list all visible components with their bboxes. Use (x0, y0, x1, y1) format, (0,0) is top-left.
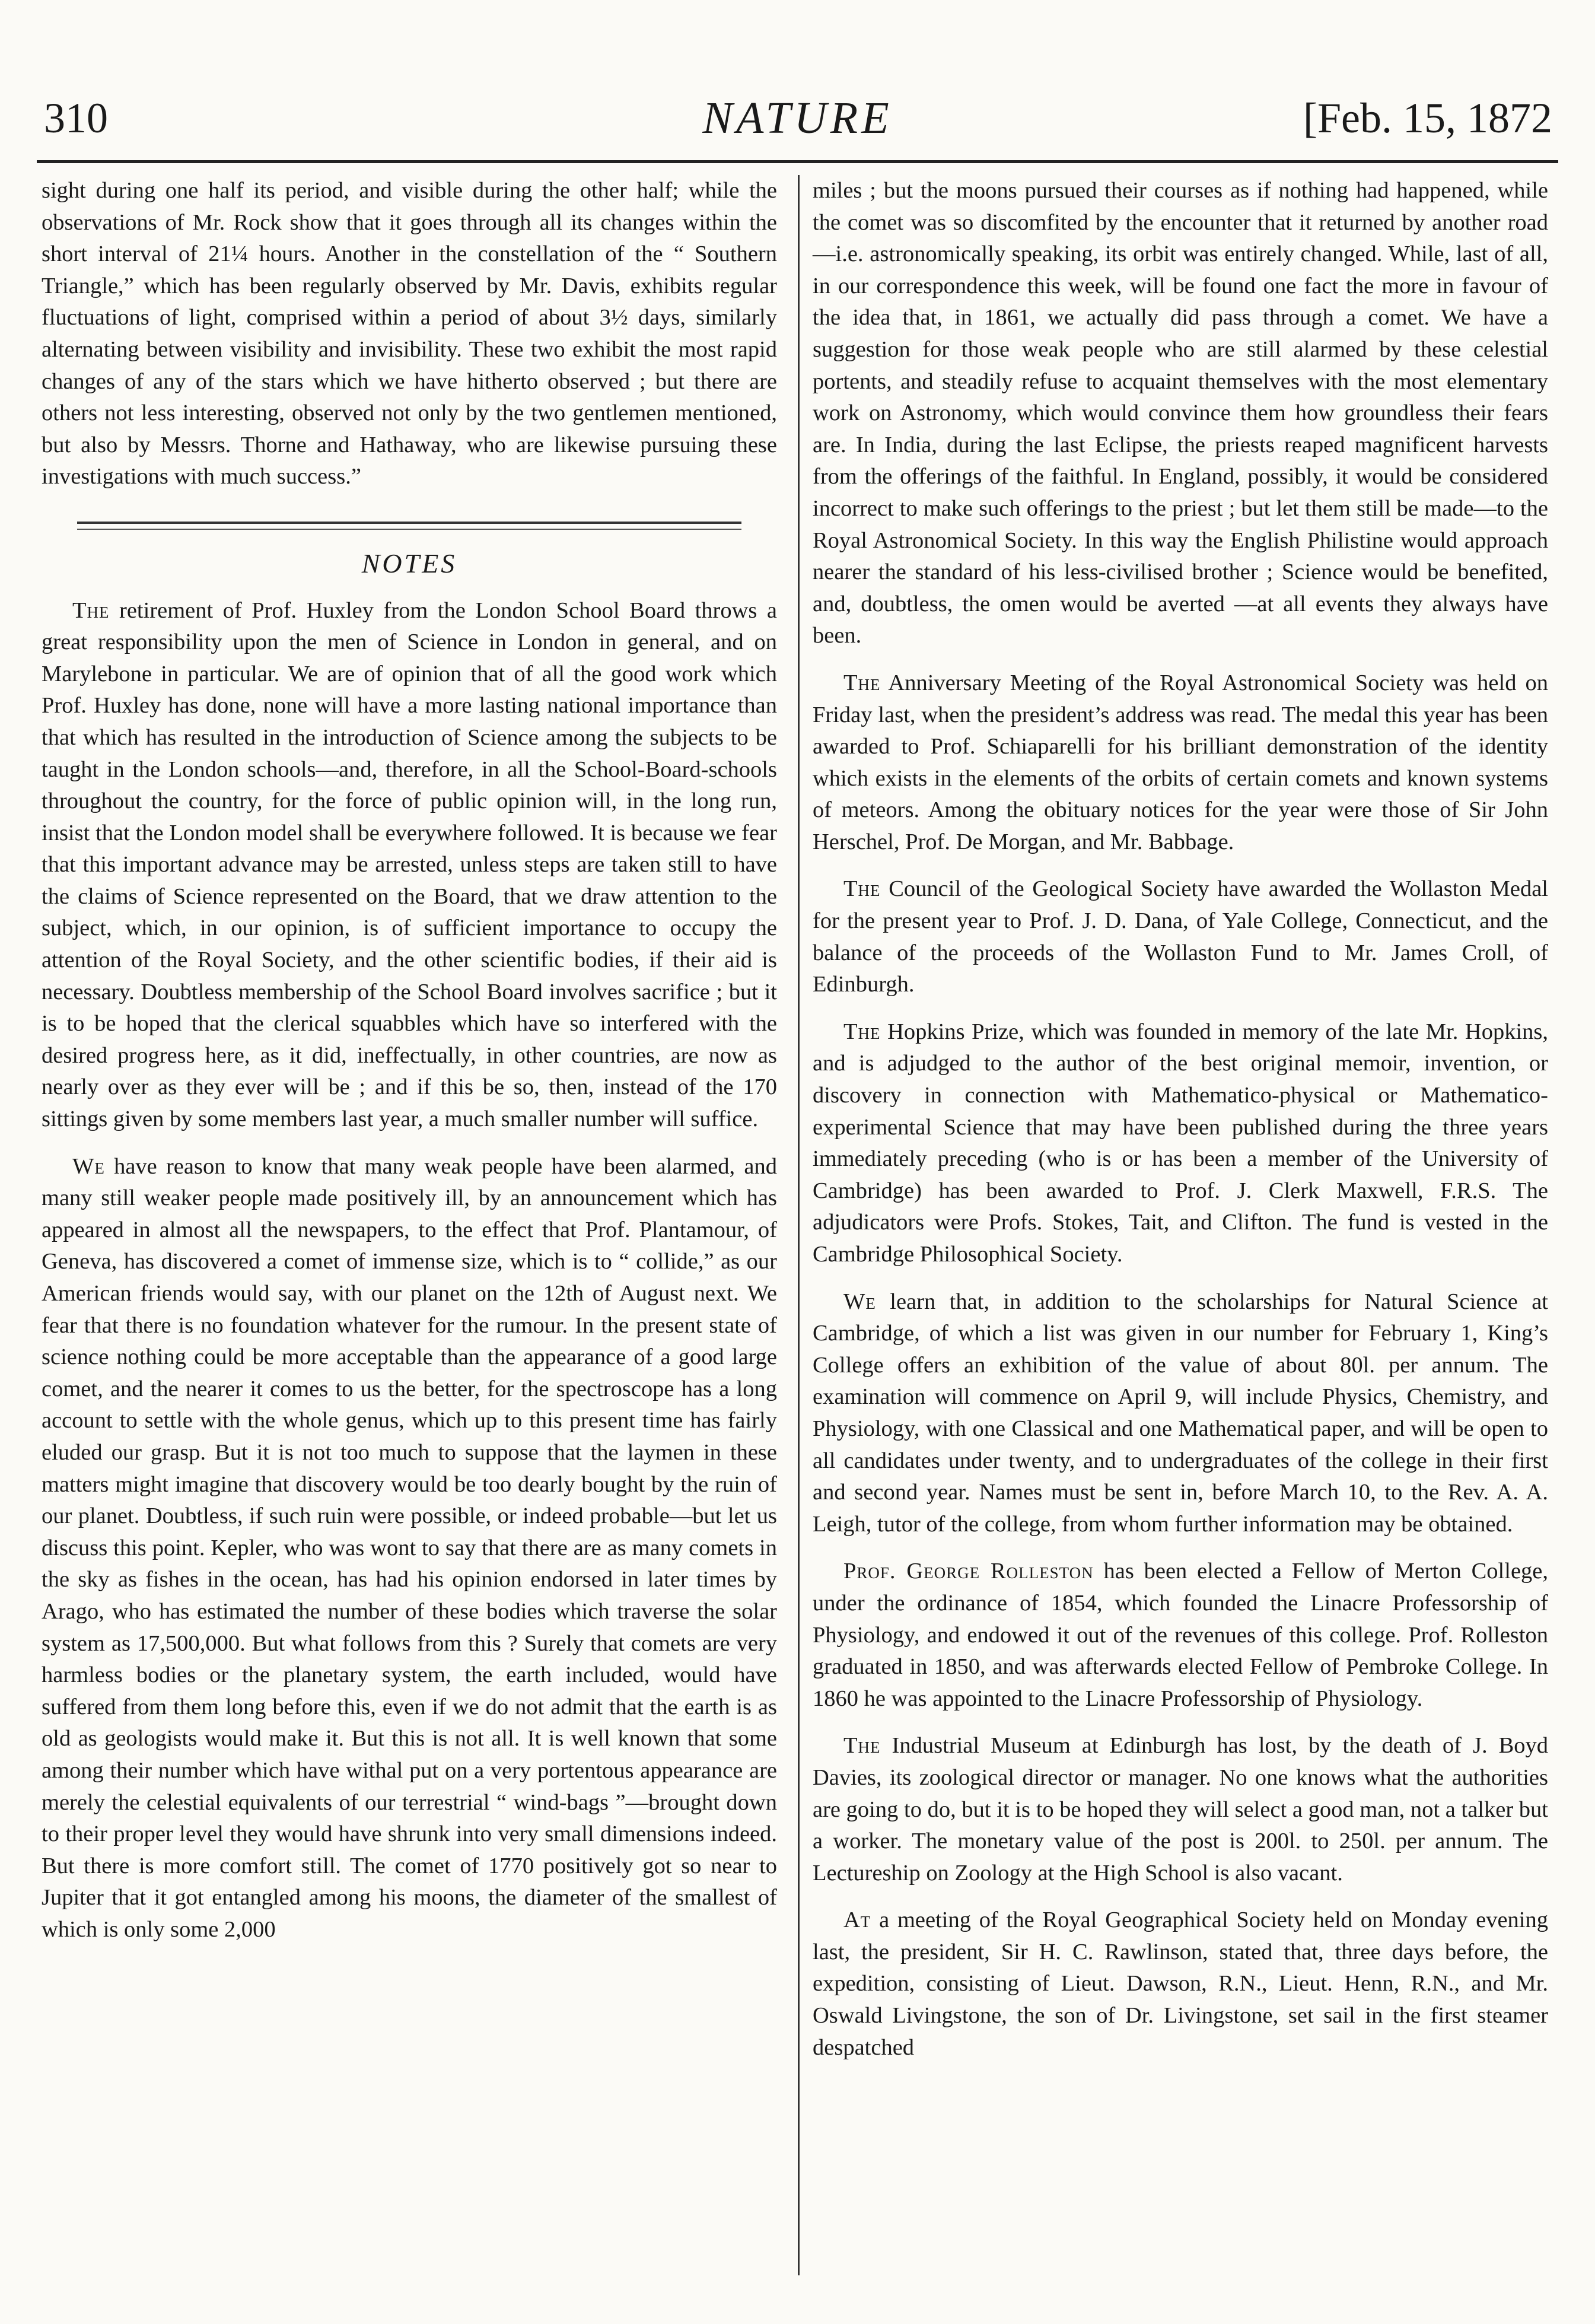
lead-word: The (843, 1733, 881, 1759)
notes-heading: NOTES (361, 548, 457, 578)
continued-paragraph: sight during one half its period, and visible during the other half; while the observations of Mr. Rock show that it goes through all its changes within the short interval of 21¼ hours. Another in the constellation of the “ Southern Triangle,” which has been regularly observed by Mr. Davis, exhibits regular fluctuations of light, comprised within a period of about 3½ days, similarly alternating between visibility and invisibility. These two exhibit the most rapid changes of any of the stars which we have hitherto observed ; but there are others not less interesting, observed not only by the two gentlemen mentioned, but also by Messrs. Thorne and Hathaway, who are likewise pursuing these investigations with much success.” (42, 178, 777, 489)
notes-paragraph-kings-college (813, 1286, 1548, 1541)
lead-word: We (72, 1153, 105, 1179)
right-column (813, 175, 1548, 2064)
continued-paragraph: miles ; but the moons pursued their courses as if nothing had happened, while the comet was so discomfited by the encounter that it returned by another road—i.e. astronomically speaking, its orbit was entirely changed. While, last of all, in our correspondence this week, will be found one fact the more in favour of the idea that, in 1861, we actually did pass through a comet. We have a suggestion for those weak people who are still alarmed by these celestial portents, and steadily refuse to acquaint themselves with the most elementary work on Astronomy, which would convince them how groundless their fears are. In India, during the last Eclipse, the priests reaped magnificent harvests from the offerings of the faithful. In England, possibly, it would be considered incorrect to make such offerings to the priest ; but let them still be made—to the Royal Astronomical Society. In this way the English Philistine would approach nearer the standard of his less-civilised brother ; Science would be benefited, and, doubtless, the omen would be averted —at all events they always have been. (813, 178, 1548, 648)
paragraph-text: Council of the Geological Society have awarded the Wollaston Medal for the present year to Prof. J. D. Dana, of Yale College, Connecticut, and the balance of the proceeds of the Wollaston Fund to Mr. James Croll, of Edinburgh. (813, 876, 1548, 997)
notes-paragraph-geographical (813, 1905, 1548, 2064)
paragraph-text: has been elected a Fellow of Merton College, under the ordinance of 1854, which founded the Linacre Professorship of Physiology, and endowed it out of the revenues of this college. Prof. Rolleston graduated in 1850, and was afterwards elected Fellow of Pembroke College. In 1860 he was appointed to the Linacre Professorship of Physiology. (813, 1559, 1549, 1711)
paragraph-text: retirement of Prof. Huxley from the London School Board throws a great responsibility upon the men of Science in London in general, and on Marylebone in particular. We are of opinion that of all the good work which Prof. Huxley has done, none will have a more lasting national importance than that which has resulted in the introduction of Science among the subjects to be taught in the London schools—and, therefore, in all the School-Board-schools throughout the country, for the force of public opinion will, in the long run, insist that the London model shall be everywhere followed. It is because we fear that this important advance may be arrested, unless steps are taken still to have the claims of Science represented on the Board, that we draw attention to the subject, which, in our opinion, is of sufficient importance to occupy the attention of the Royal Society, and the other scientific bodies, if their aid is necessary. Doubtless membership of the School Board involves sacrifice ; but it is to be hoped that the clerical squabbles which have so interfered with the desired progress here, as it did, ineffectually, in other countries, are now as nearly over as they ever will be ; and if this be so, then, instead of the 170 sittings given by some members last year, a much smaller number will suffice. (42, 597, 777, 1132)
journal-title: NATURE (702, 93, 893, 143)
paragraph-text: Anniversary Meeting of the Royal Astronomical Society was held on Friday last, when the president’s address was read. The medal this year has been awarded to Prof. Schiaparelli for his brilliant demonstration of the identity which exists in the elements of the orbits of certain comets and known systems of meteors. Among the obituary notices for the year were those of Sir John Herschel, Prof. De Morgan, and Mr. Babbage. (813, 670, 1548, 854)
lead-word: The (843, 670, 881, 695)
lead-word: Prof. George Rolleston (843, 1559, 1094, 1584)
paragraph-text: have reason to know that many weak people have been alarmed, and many still weaker people made positively ill, by an announcement which has appeared in almost all the newspapers, to the effect that Prof. Plantamour, of Geneva, has discovered a comet of immense size, which is to “ collide,” as our American friends would say, with our planet on the 12th of August next. We fear that there is no foundation whatever for the rumour. In the present state of science nothing could be more acceptable than the appearance of a good large comet, and the nearer it comes to us the better, for the spectroscope has a long account to settle with the whole genus, which up to this present time has fairly eluded our grasp. But it is not too much to suppose that the laymen in these matters might imagine that discovery would be too dearly bought by the ruin of our planet. Doubtless, if such ruin were possible, or indeed probable—but let us discuss this point. Kepler, who was wont to say that there are as many comets in the sky as fishes in the ocean, has had his opinion endorsed in later times by Arago, who has estimated the number of these bodies which traverse the solar system as 17,500,000. But what follows from this ? Surely that comets are very harmless bodies or the planetary system, the earth included, would have suffered from them long before this, even if we do not admit that the earth is as old as geologists would make it. But this is not all. It is well known that some among their number which have withal put on a very portentous appearance are merely the celestial equivalents of our terrestrial “ wind-bags ”—brought down to their proper level they would have shrunk into very small dimensions indeed. But there is more comfort still. The comet of 1770 positively got so near to Jupiter that it got entangled among his moons, the diameter of the smallest of which is only some 2,000 (42, 1153, 777, 1942)
notes-paragraph-museum (813, 1730, 1548, 1889)
paragraph-text: learn that, in addition to the scholarships for Natural Science at Cambridge, of which a list was given in our number for February 1, King’s College offers an exhibition of the value of about 80l. per annum. The examination will commence on April 9, will include Physics, Chemistry, and Physiology, with one Classical and one Mathematical paper, and will be open to all candidates under twenty, and to undergraduates of the college in their first and second year. Names must be sent in, before March 10, to the Rev. A. A. Leigh, tutor of the college, from whom further information may be obtained. (813, 1289, 1548, 1537)
lead-word: The (843, 876, 881, 902)
notes-paragraph-huxley (42, 595, 777, 1136)
page-header (37, 89, 1558, 163)
notes-paragraph-hopkins (813, 1016, 1548, 1271)
notes-paragraph-rolleston (813, 1556, 1548, 1715)
paragraph-text: Industrial Museum at Edinburgh has lost, by the death of J. Boyd Davies, its zoological director or manager. No one knows what the authorities are going to do, but it is to be hoped they will select a good man, not a talker but a worker. The monetary value of the post is 200l. to 250l. per annum. The Lectureship on Zoology at the High School is also vacant. (813, 1733, 1548, 1886)
notes-paragraph-ras-meeting (813, 667, 1548, 859)
lead-word: The (72, 597, 110, 623)
lead-word: The (843, 1019, 881, 1044)
page-number: 310 (44, 94, 108, 142)
paragraph-text: a meeting of the Royal Geographical Society held on Monday evening last, the president, Sir H. C. Rawlinson, stated that, three days before, the expedition, consisting of Lieut. Dawson, R.N., Lieut. Henn, R.N., and Mr. Oswald Livingstone, the son of Dr. Livingstone, set sail in the first steamer despatched (813, 1907, 1548, 2060)
issue-date: [Feb. 15, 1872 (1303, 94, 1552, 142)
column-rule (798, 175, 800, 2275)
notes-paragraph-geological (813, 873, 1548, 1000)
lead-word: We (843, 1289, 876, 1314)
paragraph-text: Hopkins Prize, which was founded in memory of the late Mr. Hopkins, and is adjudged to the author of the best original memoir, invention, or discovery in connection with Mathematico-physical or Mathematico-experimental Science that may have been published during the three years immediately preceding (who is or has been a member of the University of Cambridge) has been awarded to Prof. J. Clerk Maxwell, F.R.S. The adjudicators were Profs. Stokes, Tait, and Clifton. The fund is vested in the Cambridge Philosophical Society. (813, 1019, 1548, 1267)
lead-word: At (843, 1907, 871, 1933)
left-column (42, 175, 777, 1945)
section-divider (77, 522, 741, 530)
notes-paragraph-comet (42, 1151, 777, 1946)
